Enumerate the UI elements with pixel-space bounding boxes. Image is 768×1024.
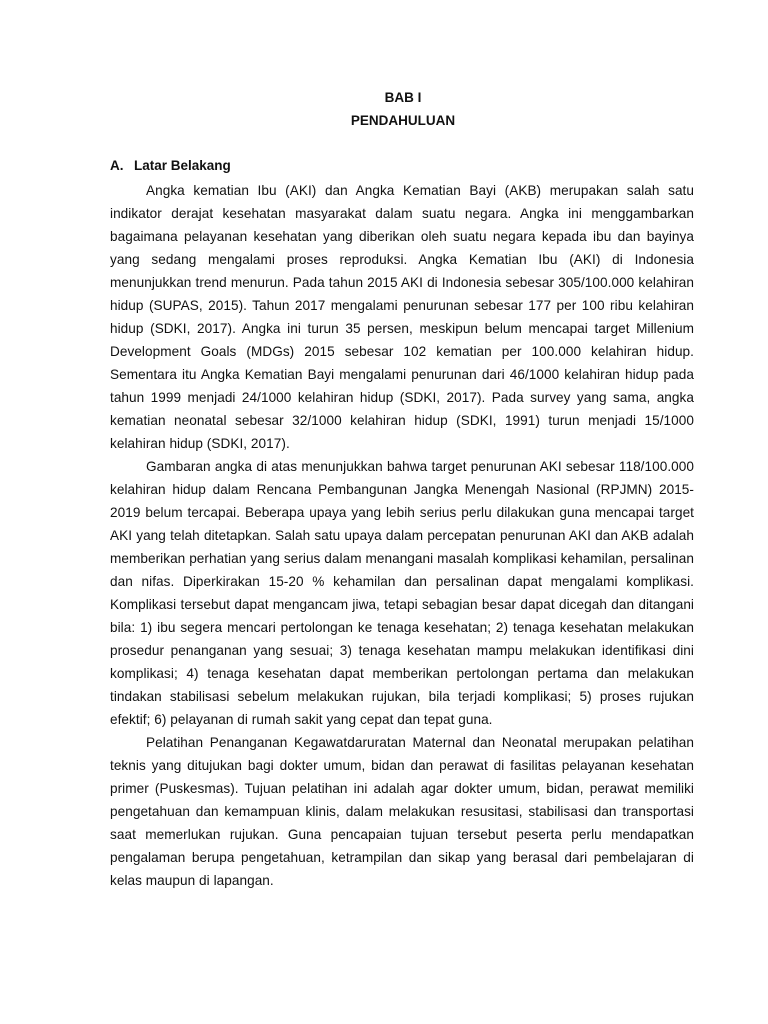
paragraph: Gambaran angka di atas menunjukkan bahwa target penurunan AKI sebesar 118/100.000 kelahiran hidup dalam Rencana Pembangunan Jangka Menengah Nasional (RPJMN) 2015-2019 belum tercapai. Beberapa upaya yang lebih serius perlu dilakukan guna mencapai target AKI yang telah ditetapkan. Salah satu upaya dalam percepatan penurunan AKI dan AKB adalah memberikan perhatian yang serius dalam menangani masalah komplikasi kehamilan, persalinan dan nifas. Diperkirakan 15-20 % kehamilan dan persalinan dapat mengalami komplikasi. Komplikasi tersebut dapat mengancam jiwa, tetapi sebagian besar dapat dicegah dan ditangani bila: 1) ibu segera mencari pertolongan ke tenaga kesehatan; 2) tenaga kesehatan melakukan prosedur penanganan yang sesuai; 3) tenaga kesehatan mampu melakukan identifikasi dini komplikasi; 4) tenaga kesehatan dapat memberikan pertolongan pertama dan melakukan tindakan stabilisasi sebelum melakukan rujukan, bila terjadi komplikasi; 5) proses rujukan efektif; 6) pelayanan di rumah sakit yang cepat dan tepat guna. <box>110 458 694 727</box>
section-heading <box>110 157 231 175</box>
section-number: A. <box>110 158 124 173</box>
paragraph: Angka kematian Ibu (AKI) dan Angka Kematian Bayi (AKB) merupakan salah satu indikator derajat kesehatan masyarakat dalam suatu negara. Angka ini menggambarkan bagaimana pelayanan kesehatan yang diberikan oleh suatu negara kepada ibu dan bayinya yang sedang mengalami proses reproduksi. Angka Kematian Ibu (AKI) di Indonesia menunjukkan trend menurun. Pada tahun 2015 AKI di Indonesia sebesar 305/100.000 kelahiran hidup (SUPAS, 2015). Tahun 2017 mengalami penurunan sebesar 177 per 100 ribu kelahiran hidup (SDKI, 2017). Angka ini turun 35 persen, meskipun belum mencapai target Millenium Development Goals (MDGs) 2015 sebesar 102 kematian per 100.000 kelahiran hidup. Sementara itu Angka Kematian Bayi mengalami penurunan dari 46/1000 kelahiran hidup pada tahun 1999 menjadi 24/1000 kelahiran hidup (SDKI, 2017). Pada survey yang sama, angka kematian neonatal sebesar 32/1000 kelahiran hidup (SDKI, 1991) turun menjadi 15/1000 kelahiran hidup (SDKI, 2017). <box>110 182 694 451</box>
section-title: Latar Belakang <box>134 158 231 173</box>
body-text <box>110 179 694 892</box>
chapter-title: PENDAHULUAN <box>350 113 456 128</box>
paragraph: Pelatihan Penanganan Kegawatdaruratan Maternal dan Neonatal merupakan pelatihan teknis yang ditujukan bagi dokter umum, bidan dan perawat di fasilitas pelayanan kesehatan primer (Puskesmas). Tujuan pelatihan ini adalah agar dokter umum, bidan, perawat memiliki pengetahuan dan kemampuan klinis, dalam melakukan resusitasi, stabilisasi dan transportasi saat memerlukan rujukan. Guna pencapaian tujuan tersebut peserta perlu mendapatkan pengalaman berupa pengetahuan, ketrampilan dan sikap yang berasal dari pembelajaran di kelas maupun di lapangan. <box>110 734 694 888</box>
chapter-number: BAB I <box>384 90 422 105</box>
